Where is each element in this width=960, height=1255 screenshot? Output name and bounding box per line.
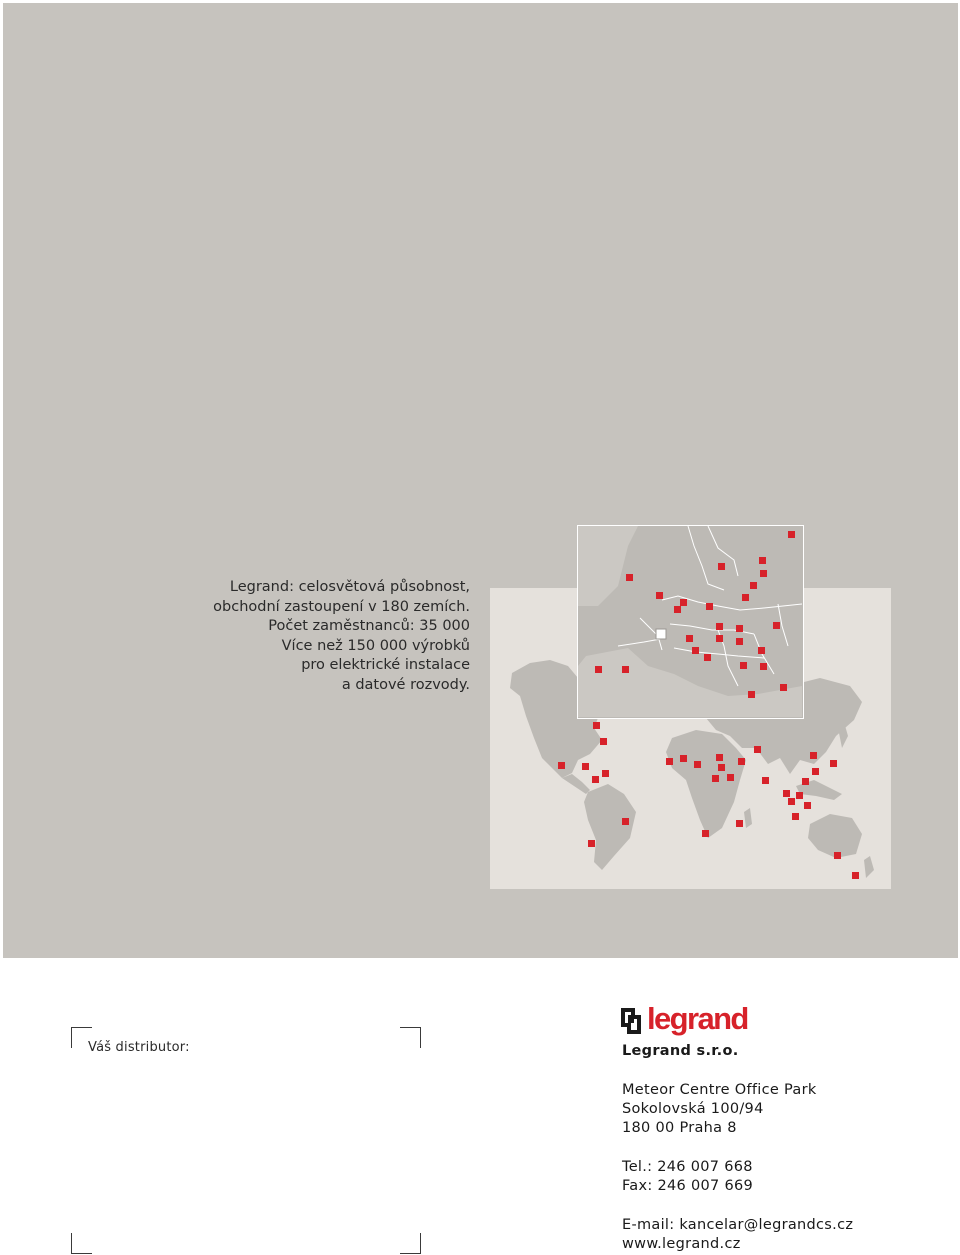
distributor-frame-corner [71,1233,92,1254]
address-line: Sokolovská 100/94 [622,1100,764,1117]
intro-line: Více než 150 000 výrobků [281,637,470,654]
intro-line: Počet zaměstnanců: 35 000 [268,618,470,634]
company-name: Legrand s.r.o. [622,1043,739,1059]
intro-line: a datové rozvody. [341,676,470,693]
distributor-frame-corner [400,1233,421,1254]
europe-map-graphic [578,526,802,717]
email-link[interactable]: E-mail: kancelar@legrandcs.cz [622,1216,854,1233]
distributor-label: Váš distributor: [88,1040,190,1055]
intro-line: obchodní zastoupení v 180 zemích. [213,598,470,615]
legrand-logo-text: legrand [647,1001,748,1036]
address-line: 180 00 Praha 8 [622,1120,737,1137]
headquarters-marker [656,629,666,639]
distributor-frame-corner [400,1027,421,1048]
phone-number: Tel.: 246 007 668 [622,1158,753,1175]
address-line: Meteor Centre Office Park [622,1081,817,1098]
intro-line: Legrand: celosvětová působnost, [229,579,470,595]
intro-text [200,578,470,695]
website-link[interactable]: www.legrand.cz [622,1235,741,1252]
fax-number: Fax: 246 007 669 [622,1178,754,1195]
contact-info [622,1042,853,1254]
europe-map-inset [577,525,804,719]
intro-line: pro elektrické instalace [301,657,470,673]
legrand-logo [621,1001,748,1036]
legrand-logo-icon [621,1008,642,1034]
europe-borders [578,526,802,717]
